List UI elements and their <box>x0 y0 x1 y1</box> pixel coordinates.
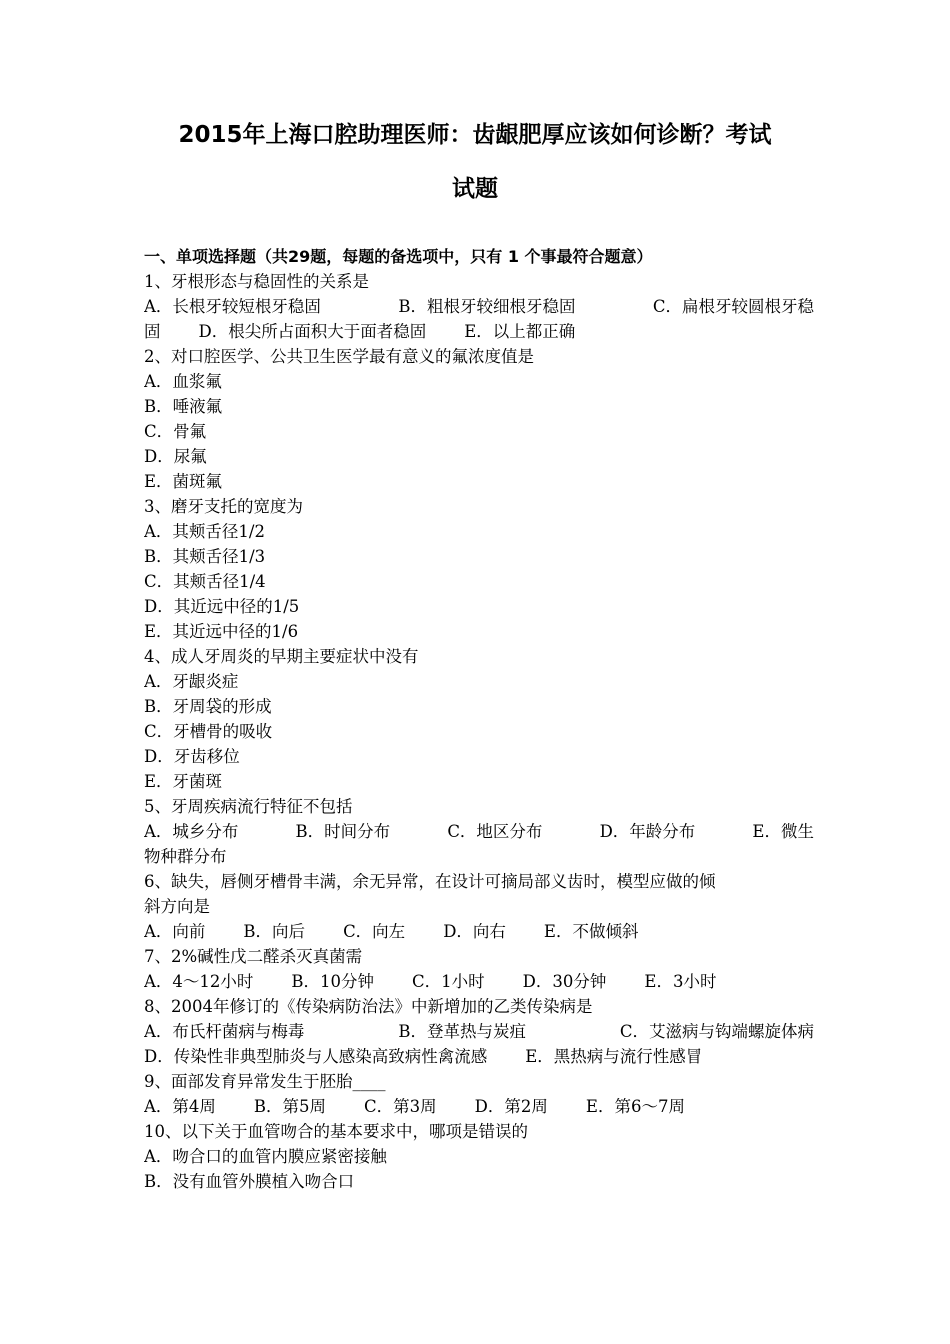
question-1-option-c-continued: 固 <box>144 322 161 341</box>
question-7-option-c: C．1小时 <box>412 972 485 991</box>
question-9-option-a: A．第4周 <box>144 1097 216 1116</box>
question-4-option-c: C．牙槽骨的吸收 <box>144 722 273 741</box>
question-1-option-e: E．以上都正确 <box>464 322 576 341</box>
question-8-options-row-1 <box>144 1019 814 1044</box>
question-1-options-row-2 <box>144 319 814 344</box>
question-4-option-e: E．牙菌斑 <box>144 772 223 791</box>
question-8-option-a: A．布氏杆菌病与梅毒 <box>144 1022 305 1041</box>
question-7-option-a: A．4～12小时 <box>144 972 254 991</box>
question-5-option-c: C．地区分布 <box>447 822 543 841</box>
question-3-option-c: C．其颊舌径1/4 <box>144 572 266 591</box>
question-2-option-c: C．骨氟 <box>144 422 207 441</box>
question-10-option-b: B．没有血管外膜植入吻合口 <box>144 1172 355 1191</box>
question-6-option-d: D．向右 <box>443 922 506 941</box>
question-4-option-a: A．牙龈炎症 <box>144 672 239 691</box>
question-1-option-c: C．扁根牙较圆根牙稳 <box>652 297 814 316</box>
question-7-option-b: B．10分钟 <box>291 972 375 991</box>
question-9-options <box>144 1094 814 1119</box>
question-6-option-a: A．向前 <box>144 922 206 941</box>
question-5-options-row-1 <box>144 819 814 844</box>
question-9-option-e: E．第6～7周 <box>585 1097 685 1116</box>
question-9-option-d: D．第2周 <box>474 1097 548 1116</box>
question-8-option-d: D．传染性非典型肺炎与人感染高致病性禽流感 <box>144 1047 488 1066</box>
question-3-stem: 3、磨牙支托的宽度为 <box>144 497 303 516</box>
question-2-option-d: D．尿氟 <box>144 447 207 466</box>
document-title-line-2: 试题 <box>452 176 498 202</box>
question-8-option-b: B．登革热与炭疽 <box>398 1022 526 1041</box>
question-3-option-b: B．其颊舌径1/3 <box>144 547 266 566</box>
document-body <box>144 244 814 1194</box>
question-6-options <box>144 919 814 944</box>
question-2-option-b: B．唾液氟 <box>144 397 223 416</box>
question-2-stem: 2、对口腔医学、公共卫生医学最有意义的氟浓度值是 <box>144 347 534 366</box>
question-5-option-d: D．年龄分布 <box>599 822 696 841</box>
question-6-option-c: C．向左 <box>343 922 406 941</box>
question-6-stem-line-1: 6、缺失，唇侧牙槽骨丰满，余无异常，在设计可摘局部义齿时，模型应做的倾 <box>144 872 716 891</box>
question-4-stem: 4、成人牙周炎的早期主要症状中没有 <box>144 647 419 666</box>
question-6-stem-line-2: 斜方向是 <box>144 897 210 916</box>
question-1-option-a: A．长根牙较短根牙稳固 <box>144 297 321 316</box>
question-2-option-a: A．血浆氟 <box>144 372 222 391</box>
document-title-line-1: 2015年上海口腔助理医师：齿龈肥厚应该如何诊断？考试 <box>178 122 772 148</box>
question-3-option-d: D．其近远中径的1/5 <box>144 597 300 616</box>
question-7-option-d: D．30分钟 <box>522 972 607 991</box>
question-1-option-d: D．根尖所占面积大于面者稳固 <box>198 322 427 341</box>
question-8-option-e: E．黑热病与流行性感冒 <box>525 1047 703 1066</box>
question-10-option-a: A．吻合口的血管内膜应紧密接触 <box>144 1147 387 1166</box>
question-1-stem: 1、牙根形态与稳固性的关系是 <box>144 272 369 291</box>
question-8-options-row-2 <box>144 1044 814 1069</box>
question-5-option-a: A．城乡分布 <box>144 822 239 841</box>
question-7-option-e: E．3小时 <box>644 972 717 991</box>
question-8-option-c: C．艾滋病与钩端螺旋体病 <box>619 1022 814 1041</box>
question-1-options-row-1 <box>144 294 814 319</box>
question-5-stem: 5、牙周疾病流行特征不包括 <box>144 797 353 816</box>
question-9-option-c: C．第3周 <box>364 1097 437 1116</box>
question-10-stem: 10、以下关于血管吻合的基本要求中，哪项是错误的 <box>144 1122 528 1141</box>
question-3-option-a: A．其颊舌径1/2 <box>144 522 265 541</box>
question-4-option-b: B．牙周袋的形成 <box>144 697 272 716</box>
question-7-options <box>144 969 814 994</box>
question-2-option-e: E．菌斑氟 <box>144 472 223 491</box>
question-9-stem: 9、面部发育异常发生于胚胎____ <box>144 1072 386 1091</box>
question-6-option-b: B．向后 <box>243 922 306 941</box>
question-6-option-e: E．不做倾斜 <box>543 922 639 941</box>
question-5-option-e: E．微生 <box>752 822 814 841</box>
question-1-option-b: B．粗根牙较细根牙稳固 <box>398 297 576 316</box>
question-9-option-b: B．第5周 <box>253 1097 327 1116</box>
question-5-option-b: B．时间分布 <box>295 822 391 841</box>
section-heading: 一、单项选择题（共29题，每题的备选项中，只有 1 个事最符合题意） <box>144 247 653 266</box>
question-7-stem: 7、2%碱性戊二醛杀灭真菌需 <box>144 947 363 966</box>
question-4-option-d: D．牙齿移位 <box>144 747 240 766</box>
question-3-option-e: E．其近远中径的1/6 <box>144 622 299 641</box>
question-5-option-e-continued: 物种群分布 <box>144 847 227 866</box>
question-8-stem: 8、2004年修订的《传染病防治法》中新增加的乙类传染病是 <box>144 997 593 1016</box>
